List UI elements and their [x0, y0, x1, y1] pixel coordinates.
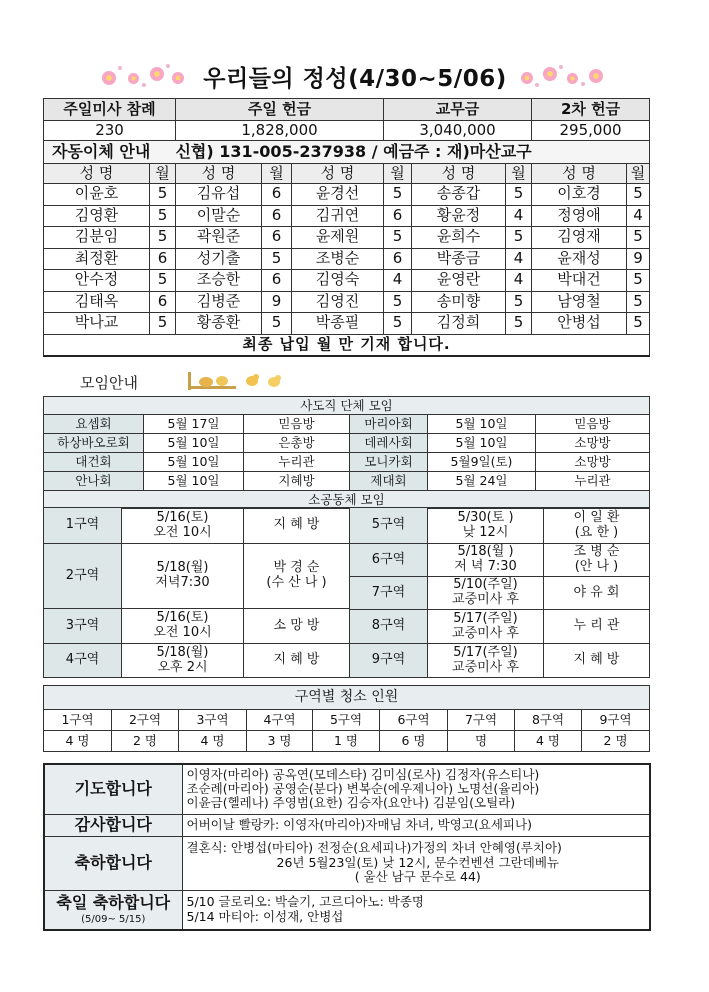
area-name: 2구역	[44, 544, 122, 609]
member-month: 6	[150, 291, 176, 313]
group-date: 5월 10일	[144, 472, 244, 491]
member-month: 9	[627, 248, 650, 270]
member-name: 박나교	[44, 313, 150, 335]
cleaning-count: 1 명	[313, 731, 380, 752]
group-place: 누리관	[536, 472, 650, 491]
cleaning-area: 8구역	[515, 710, 582, 731]
meeting-time: 5/16(토) 오전 10시	[122, 508, 244, 544]
member-month: 5	[506, 184, 532, 206]
meeting-time: 5/16(토) 오전 10시	[122, 609, 244, 644]
member-name: 곽원준	[176, 227, 262, 249]
cleaning-area: 9구역	[582, 710, 650, 731]
offering-table	[43, 98, 650, 357]
area-name: 4구역	[44, 644, 122, 678]
area-name: 8구역	[350, 610, 428, 644]
table-row	[44, 508, 650, 543]
meeting-place: 지 혜 방	[544, 644, 650, 678]
table-row	[44, 270, 650, 292]
member-month: 9	[262, 291, 292, 313]
cleaning-count: 명	[448, 731, 515, 752]
group-date: 5월 10일	[144, 434, 244, 453]
group-date: 5월 24일	[428, 472, 536, 491]
cleaning-area-row	[44, 710, 650, 731]
meeting-time: 5/17(주일) 교중미사 후	[428, 644, 544, 678]
cleaning-area: 1구역	[44, 710, 112, 731]
member-name: 박대건	[532, 270, 627, 292]
member-month: 4	[384, 270, 412, 292]
member-month: 5	[627, 270, 650, 292]
member-month: 5	[384, 291, 412, 313]
member-name: 윤재성	[532, 248, 627, 270]
thanks-row	[44, 814, 650, 836]
member-name: 안병섭	[532, 313, 627, 335]
group-name: 안나회	[44, 472, 144, 491]
member-month: 6	[262, 205, 292, 227]
member-month: 5	[150, 270, 176, 292]
cleaning-title-row	[44, 686, 650, 710]
thanks-label: 감사합니다	[44, 814, 182, 836]
month-col-header: 월	[262, 164, 292, 184]
birds-decoration-icon	[186, 370, 286, 392]
meeting-place: 누 리 관	[544, 610, 650, 644]
member-name: 김영환	[44, 205, 150, 227]
name-col-header: 성 명	[44, 164, 150, 184]
group-name: 요셉회	[44, 415, 144, 434]
member-name: 안수정	[44, 270, 150, 292]
member-month: 5	[627, 313, 650, 335]
congrats-label: 축하합니다	[44, 836, 182, 890]
group-name: 하상바오로회	[44, 434, 144, 453]
member-month: 4	[506, 270, 532, 292]
member-month: 6	[150, 248, 176, 270]
page-title: 우리들의 정성(4/30~5/06)	[203, 65, 507, 92]
congrats-text: 결혼식: 안병섭(마티아) 전정순(요세피나)가정의 차녀 안혜영(루치아) 26년 5월23일(토) 낮 12시, 문수컨벤션 그란데베뉴 ( 울산 남구 문수로 44)	[182, 836, 650, 890]
group-place: 은총방	[244, 434, 350, 453]
summary-header: 교무금	[384, 99, 532, 121]
group-place: 누리관	[244, 453, 350, 472]
table-row	[44, 644, 650, 645]
meeting-time: 5/10(주일) 교중미사 후	[428, 577, 544, 610]
member-month: 6	[384, 248, 412, 270]
thanks-text: 어버이날 빨랑카: 이영자(마리아)자매님 차녀, 박영고(요세피나)	[182, 814, 650, 836]
group-name: 제대회	[350, 472, 428, 491]
feast-period: (5/09~ 5/15)	[81, 914, 146, 926]
area-name: 7구역	[350, 577, 428, 610]
table-row	[44, 415, 650, 434]
bank-info	[44, 141, 650, 164]
cleaning-count: 4 명	[44, 731, 112, 752]
member-month: 5	[150, 313, 176, 335]
member-month: 5	[506, 227, 532, 249]
member-month: 5	[384, 227, 412, 249]
table-row	[44, 434, 650, 453]
bank-label: 자동이체 안내	[52, 141, 151, 161]
summary-value: 295,000	[532, 121, 650, 141]
cleaning-area: 7구역	[448, 710, 515, 731]
member-name: 윤영란	[412, 270, 506, 292]
member-name: 조병순	[292, 248, 384, 270]
member-month: 4	[506, 205, 532, 227]
table-row	[44, 544, 650, 577]
meeting-place: 지 혜 방	[244, 508, 350, 544]
member-month: 5	[150, 227, 176, 249]
summary-value: 1,828,000	[176, 121, 384, 141]
meeting-place: 야 유 회	[544, 577, 650, 610]
meeting-place: 조 병 순 (안 나 )	[544, 544, 650, 577]
member-month: 5	[150, 184, 176, 206]
member-name: 박종필	[292, 313, 384, 335]
member-month: 4	[506, 248, 532, 270]
member-month: 6	[384, 205, 412, 227]
name-col-header: 성 명	[412, 164, 506, 184]
member-name: 박종금	[412, 248, 506, 270]
member-month: 5	[506, 313, 532, 335]
meeting-time: 5/18(월) 오후 2시	[122, 644, 244, 678]
member-name: 김영재	[532, 227, 627, 249]
cleaning-table	[43, 685, 650, 752]
month-col-header: 월	[150, 164, 176, 184]
flower-decoration-right	[517, 63, 612, 89]
member-month: 5	[627, 291, 650, 313]
group-place: 지혜방	[244, 472, 350, 491]
meeting-time: 5/18(월) 저녁7:30	[122, 544, 244, 609]
group-date: 5월 10일	[428, 415, 536, 434]
summary-value: 230	[44, 121, 176, 141]
group-date: 5월 10일	[428, 434, 536, 453]
name-col-header: 성 명	[292, 164, 384, 184]
member-month: 5	[384, 313, 412, 335]
cleaning-count: 6 명	[380, 731, 448, 752]
cleaning-count: 3 명	[247, 731, 313, 752]
community-title: 소공동체 모임	[44, 491, 650, 509]
cleaning-count: 4 명	[515, 731, 582, 752]
member-name: 황종환	[176, 313, 262, 335]
cleaning-area: 4구역	[247, 710, 313, 731]
member-month: 5	[150, 205, 176, 227]
meeting-place: 박 경 순 (수 산 나 )	[244, 544, 350, 609]
member-month: 5	[262, 248, 292, 270]
group-date: 5월 10일	[144, 453, 244, 472]
prayer-label: 기도합니다	[44, 764, 182, 814]
prayer-names: 이영자(마리아) 공옥연(모데스타) 김미심(로사) 김정자(유스티나) 조순례(마리아) 공영순(분다) 변복순(에우제니아) 노명선(율리아) 이윤금(헬레나) 주영범(요한) 김승자(요안나) 김분임(오틸라)	[182, 764, 650, 814]
table-row	[44, 248, 650, 270]
meetings-label: 모임안내	[80, 374, 138, 392]
summary-header: 주일미사 참례	[44, 99, 176, 121]
group-place: 믿음방	[536, 415, 650, 434]
member-name: 정영애	[532, 205, 627, 227]
final-note: 최종 납입 월 만 기재 합니다.	[44, 334, 650, 356]
member-month: 6	[262, 227, 292, 249]
groups-title: 사도직 단체 모임	[44, 397, 650, 415]
member-month: 5	[506, 291, 532, 313]
flower-decoration-left	[98, 63, 193, 89]
member-name: 이호경	[532, 184, 627, 206]
member-name: 이윤호	[44, 184, 150, 206]
member-name: 조승한	[176, 270, 262, 292]
area-name: 9구역	[350, 644, 428, 678]
cleaning-count: 2 명	[112, 731, 179, 752]
cleaning-count: 2 명	[582, 731, 650, 752]
member-name: 윤희수	[412, 227, 506, 249]
member-month: 6	[262, 270, 292, 292]
meeting-place: 지 혜 방	[244, 644, 350, 678]
member-name: 김영숙	[292, 270, 384, 292]
name-col-header: 성 명	[532, 164, 627, 184]
member-name: 김정희	[412, 313, 506, 335]
congrats-row	[44, 836, 650, 890]
summary-value: 3,040,000	[384, 121, 532, 141]
month-col-header: 월	[384, 164, 412, 184]
summary-header: 주일 헌금	[176, 99, 384, 121]
group-name: 대건회	[44, 453, 144, 472]
member-month: 4	[627, 205, 650, 227]
member-name: 이말순	[176, 205, 262, 227]
member-month: 5	[627, 184, 650, 206]
member-month: 5	[627, 227, 650, 249]
area-name: 3구역	[44, 609, 122, 644]
summary-header: 2차 헌금	[532, 99, 650, 121]
community-title-row	[44, 491, 650, 509]
group-name: 모니카회	[350, 453, 428, 472]
member-name: 윤제원	[292, 227, 384, 249]
table-row	[44, 205, 650, 227]
table-row	[44, 453, 650, 472]
month-col-header: 월	[506, 164, 532, 184]
member-name: 김영진	[292, 291, 384, 313]
table-row	[44, 291, 650, 313]
name-col-header: 성 명	[176, 164, 262, 184]
cleaning-area: 5구역	[313, 710, 380, 731]
member-month: 5	[384, 184, 412, 206]
member-name: 김유섭	[176, 184, 262, 206]
names-header-row	[44, 164, 650, 184]
member-name: 최정환	[44, 248, 150, 270]
announcements-table	[43, 763, 651, 931]
group-place: 소망방	[536, 453, 650, 472]
member-name: 성기출	[176, 248, 262, 270]
cleaning-count-row	[44, 731, 650, 752]
member-month: 6	[262, 184, 292, 206]
meeting-time: 5/30(토 ) 낮 12시	[428, 508, 544, 544]
feast-label: 축일 축하합니다 (5/09~ 5/15)	[44, 890, 182, 930]
bank-row	[44, 141, 650, 164]
meeting-time: 5/18(월 ) 저 녁 7:30	[428, 544, 544, 577]
table-row	[44, 313, 650, 335]
month-col-header: 월	[627, 164, 650, 184]
member-month: 5	[262, 313, 292, 335]
member-name: 송종갑	[412, 184, 506, 206]
prayer-row	[44, 764, 650, 814]
cleaning-area: 6구역	[380, 710, 448, 731]
member-name: 윤경선	[292, 184, 384, 206]
group-name: 마리아회	[350, 415, 428, 434]
group-place: 소망방	[536, 434, 650, 453]
groups-title-row	[44, 397, 650, 415]
group-date: 5월9일(토)	[428, 453, 536, 472]
member-name: 송미향	[412, 291, 506, 313]
group-place: 믿음방	[244, 415, 350, 434]
final-note-row	[44, 334, 650, 356]
member-name: 김분임	[44, 227, 150, 249]
member-name: 김귀연	[292, 205, 384, 227]
meeting-place: 소 망 방	[244, 609, 350, 644]
group-date: 5월 17일	[144, 415, 244, 434]
title-row	[40, 58, 670, 94]
group-name: 데레사회	[350, 434, 428, 453]
cleaning-area: 2구역	[112, 710, 179, 731]
table-row	[44, 227, 650, 249]
table-row	[44, 472, 650, 491]
summary-value-row	[44, 121, 650, 141]
area-name: 5구역	[350, 508, 428, 544]
area-name: 1구역	[44, 508, 122, 544]
feast-text: 5/10 글로리오: 박슬기, 고르디아노: 박종명 5/14 마티아: 이성재, 안병섭	[182, 890, 650, 930]
area-name: 6구역	[350, 544, 428, 577]
member-name: 김병준	[176, 291, 262, 313]
bank-account: 신협) 131-005-237938 / 예금주 : 재)마산교구	[175, 141, 532, 161]
member-name: 황윤정	[412, 205, 506, 227]
meeting-place: 이 일 환 (요 한 )	[544, 508, 650, 544]
table-row	[44, 184, 650, 206]
member-name: 남영철	[532, 291, 627, 313]
community-table	[43, 507, 650, 678]
member-name: 김태옥	[44, 291, 150, 313]
cleaning-count: 4 명	[179, 731, 247, 752]
feast-row	[44, 890, 650, 930]
groups-table	[43, 396, 650, 509]
cleaning-area: 3구역	[179, 710, 247, 731]
cleaning-title: 구역별 청소 인원	[44, 686, 650, 710]
summary-header-row	[44, 99, 650, 121]
meeting-time: 5/17(주일) 교중미사 후	[428, 610, 544, 644]
